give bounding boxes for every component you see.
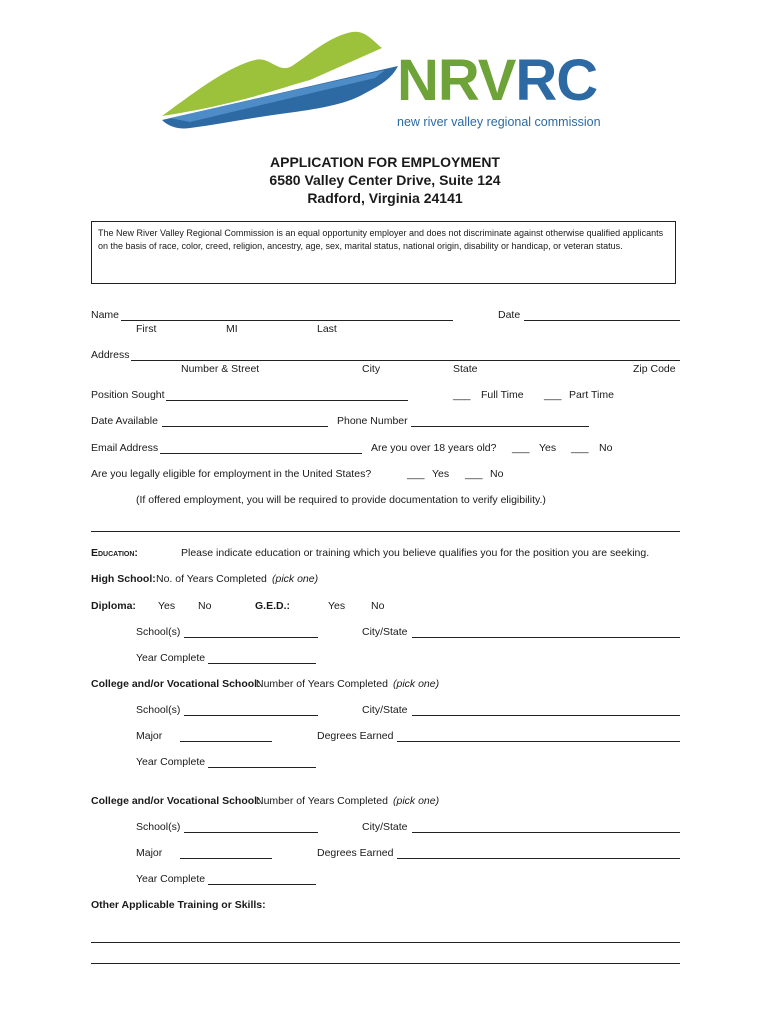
position-field[interactable] (166, 400, 408, 401)
college1-school-label: School(s) (136, 704, 181, 716)
city-line: Radford, Virginia 24141 (307, 190, 463, 206)
logo-subtitle: new river valley regional commission (397, 115, 601, 129)
college1-heading: College and/or Vocational School: (91, 678, 261, 690)
college2-school-label: School(s) (136, 821, 181, 833)
over18-yes-label: Yes (539, 442, 557, 454)
college1-years-label: Number of Years Completed (256, 678, 388, 690)
college2-year-label: Year Complete (136, 873, 206, 885)
phone-label: Phone Number (337, 415, 408, 427)
college1-major-label: Major (136, 730, 163, 742)
first-caption: First (136, 323, 157, 335)
college2-heading: College and/or Vocational School: (91, 795, 261, 807)
hs-year-label: Year Complete (136, 652, 206, 664)
eeo-notice: The New River Valley Regional Commission is an equal opportunity employer and does not discriminate against otherwise qualified applicants on the basis of race, color, creed, religion, ancestry, age, sex, marital status, national origin, disability or handicap, or veteran status. (91, 221, 676, 284)
diploma-label: Diploma: (91, 600, 136, 612)
education-instruction: Please indicate education or training which you believe qualifies you for the position you are seeking. (181, 547, 650, 559)
full-time-checkbox[interactable]: ___ (453, 389, 471, 401)
hs-pick-one: (pick one) (272, 573, 319, 585)
name-field[interactable] (121, 320, 453, 321)
date-label: Date (498, 309, 521, 321)
college1-city-state-field[interactable] (412, 715, 680, 716)
diploma-no-option[interactable]: No (198, 600, 212, 612)
over18-no-label: No (599, 442, 613, 454)
position-label: Position Sought (91, 389, 165, 401)
address-field[interactable] (131, 360, 680, 361)
logo-mark (160, 26, 410, 136)
college2-degrees-label: Degrees Earned (317, 847, 394, 859)
ged-yes-option[interactable]: Yes (328, 600, 346, 612)
date-available-field[interactable] (162, 426, 328, 427)
form-title: APPLICATION FOR EMPLOYMENT (270, 154, 500, 170)
college1-year-label: Year Complete (136, 756, 206, 768)
email-field[interactable] (160, 453, 362, 454)
hs-city-state-field[interactable] (412, 637, 680, 638)
education-heading: Education: (91, 547, 138, 559)
date-available-label: Date Available (91, 415, 158, 427)
email-label: Email Address (91, 442, 159, 454)
college2-years-label: Number of Years Completed (256, 795, 388, 807)
eligible-yes-label: Yes (432, 468, 450, 480)
college2-degrees-field[interactable] (397, 858, 680, 859)
high-school-heading: High School: (91, 573, 156, 585)
hs-city-state-label: City/State (362, 626, 408, 638)
college1-year-field[interactable] (208, 767, 316, 768)
college2-city-state-label: City/State (362, 821, 408, 833)
eligible-yes-checkbox[interactable]: ___ (407, 468, 425, 480)
over18-label: Are you over 18 years old? (371, 442, 497, 454)
part-time-checkbox[interactable]: ___ (544, 389, 562, 401)
eligible-note: (If offered employment, you will be required to provide documentation to verify eligibility.) (136, 494, 546, 506)
over18-no-checkbox[interactable]: ___ (571, 442, 589, 454)
logo-abbreviation: NRVRC (397, 48, 598, 113)
college2-pick-one: (pick one) (393, 795, 440, 807)
hs-year-field[interactable] (208, 663, 316, 664)
over18-yes-checkbox[interactable]: ___ (512, 442, 530, 454)
other-training-line-2[interactable] (91, 963, 680, 964)
full-time-label: Full Time (481, 389, 524, 401)
ged-no-option[interactable]: No (371, 600, 385, 612)
other-training-line-1[interactable] (91, 942, 680, 943)
college2-year-field[interactable] (208, 884, 316, 885)
hs-school-label: School(s) (136, 626, 181, 638)
eligible-label: Are you legally eligible for employment in the United States? (91, 468, 372, 480)
college1-degrees-label: Degrees Earned (317, 730, 394, 742)
college2-major-field[interactable] (180, 858, 272, 859)
section-divider (91, 531, 680, 532)
college1-pick-one: (pick one) (393, 678, 440, 690)
college1-school-field[interactable] (184, 715, 318, 716)
part-time-label: Part Time (569, 389, 614, 401)
last-caption: Last (317, 323, 337, 335)
name-label: Name (91, 309, 120, 321)
zip-caption: Zip Code (633, 363, 676, 375)
other-training-heading: Other Applicable Training or Skills: (91, 899, 266, 911)
college1-degrees-field[interactable] (397, 741, 680, 742)
address-label: Address (91, 349, 130, 361)
city-caption: City (362, 363, 381, 375)
date-field[interactable] (524, 320, 680, 321)
college1-city-state-label: City/State (362, 704, 408, 716)
address-line: 6580 Valley Center Drive, Suite 124 (269, 172, 501, 188)
college2-city-state-field[interactable] (412, 832, 680, 833)
ged-label: G.E.D.: (255, 600, 291, 612)
eligible-no-label: No (490, 468, 504, 480)
college1-major-field[interactable] (180, 741, 272, 742)
college2-school-field[interactable] (184, 832, 318, 833)
street-caption: Number & Street (181, 363, 260, 375)
hs-years-label: No. of Years Completed (156, 573, 267, 585)
state-caption: State (453, 363, 478, 375)
college2-major-label: Major (136, 847, 163, 859)
diploma-yes-option[interactable]: Yes (158, 600, 176, 612)
phone-field[interactable] (411, 426, 589, 427)
mi-caption: MI (226, 323, 238, 335)
eligible-no-checkbox[interactable]: ___ (465, 468, 483, 480)
hs-school-field[interactable] (184, 637, 318, 638)
